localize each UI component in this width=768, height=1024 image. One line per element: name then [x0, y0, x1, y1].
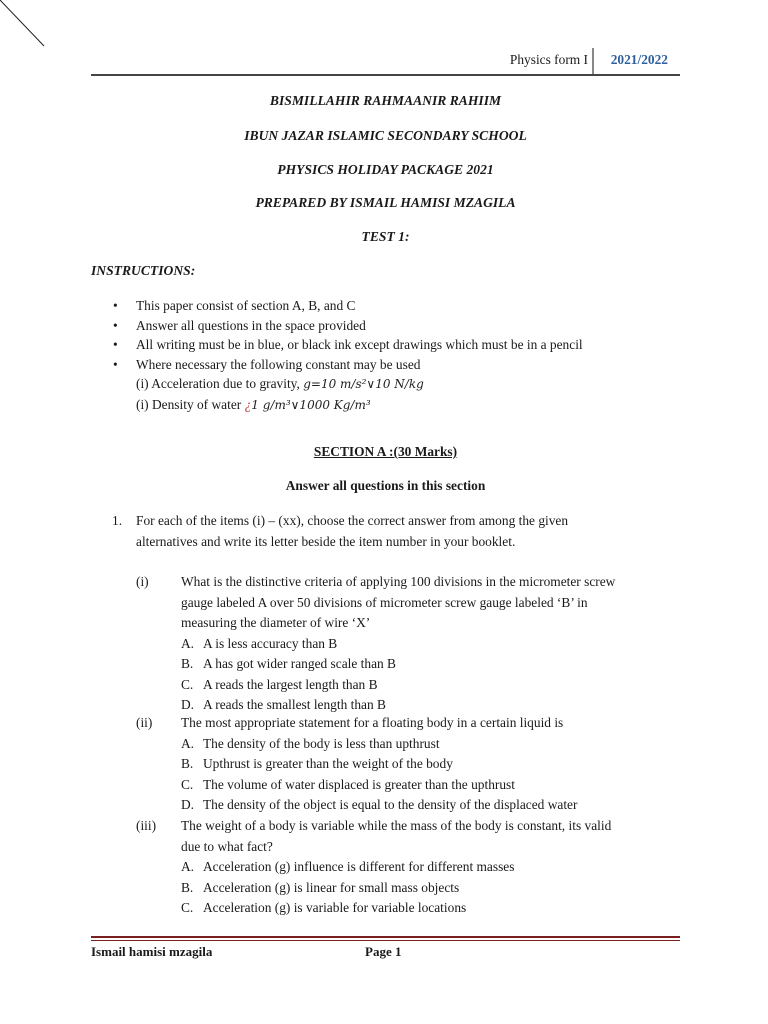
item-iii — [136, 816, 656, 919]
title-test: TEST 1: — [361, 229, 410, 244]
item-stem: What is the distinctive criteria of applying 100 divisions in the micrometer screw gauge labeled A over 50 divisions of micrometer screw gauge labeled ‘B’ in measuring the diameter of wire ‘X’ — [181, 574, 616, 630]
header-subject: Physics form I — [509, 52, 588, 67]
gravity-formula: g=10 m/s²∨10 N/kg — [303, 377, 424, 391]
density-formula: 1 g/m³∨1000 Kg/m³ — [251, 397, 371, 412]
title-package: PHYSICS HOLIDAY PACKAGE 2021 — [277, 162, 494, 177]
option-a: A. Acceleration (g) influence is different for different masses — [181, 859, 515, 874]
item-stem: The most appropriate statement for a floating body in a certain liquid is — [181, 715, 564, 730]
constant-gravity: (i) Acceleration due to gravity, g=10 m/s²∨10 N/kg — [136, 376, 424, 391]
option-a: A. The density of the body is less than upthrust — [181, 735, 440, 751]
item-number: (iii) — [136, 818, 157, 833]
item-number: (ii) — [136, 715, 153, 730]
option-b: B. Upthrust is greater than the weight of the body — [181, 756, 453, 771]
title-school: IBUN JAZAR ISLAMIC SECONDARY SCHOOL — [244, 128, 527, 143]
item-i — [136, 572, 656, 716]
section-subtitle: Answer all questions in this section — [285, 478, 486, 493]
option-d: D. A reads the smallest length than B — [181, 697, 386, 712]
option-b: B. A has got wider ranged scale than B — [181, 656, 396, 671]
bullet-icon: • — [113, 356, 118, 372]
option-d: D. The density of the object is equal to the density of the displaced water — [181, 797, 578, 812]
option-c: C. The volume of water displaced is greater than the upthrust — [181, 776, 515, 792]
list-item: • Where necessary the following constant may be used — [110, 355, 670, 375]
title-author: PREPARED BY ISMAIL HAMISI MZAGILA — [255, 195, 516, 210]
instructions-heading: INSTRUCTIONS: — [91, 263, 196, 278]
bullet-icon: • — [113, 317, 118, 333]
item-stem: The weight of a body is variable while the mass of the body is constant, its valid due to what fact? — [181, 818, 612, 854]
question-number: 1. — [112, 513, 123, 528]
instructions-list — [110, 296, 670, 415]
header-rule — [91, 74, 680, 76]
header-separator — [592, 48, 594, 74]
corner-fold-line — [0, 0, 50, 50]
item-options — [181, 734, 656, 816]
bullet-icon: • — [113, 337, 118, 352]
page-header — [91, 48, 680, 76]
option-b: B. Acceleration (g) is linear for small mass objects — [181, 879, 460, 895]
footer-page-number: Page 1 — [365, 944, 402, 959]
header-year: 2021/2022 — [610, 52, 668, 67]
footer-author: Ismail hamisi mzagila — [91, 944, 213, 959]
option-c: C. Acceleration (g) is variable for variable locations — [181, 900, 467, 915]
item-ii — [136, 713, 656, 816]
question-text: For each of the items (i) – (xx), choose the correct answer from among the given alternatives and write its letter beside the item number in your booklet. — [136, 513, 569, 549]
bullet-icon: • — [113, 298, 118, 313]
list-item: • This paper consist of section A, B, and C — [110, 296, 670, 316]
render-glitch-glyph: ¿ — [244, 396, 252, 412]
list-item: • Answer all questions in the space provided — [110, 316, 670, 336]
item-options — [181, 634, 656, 716]
constant-density: (i) Density of water ¿1 g/m³∨1000 Kg/m³ — [136, 396, 371, 412]
section-title: SECTION A :(30 Marks) — [313, 444, 458, 459]
item-options — [181, 857, 656, 919]
list-item: • All writing must be in blue, or black ink except drawings which must be in a pencil — [110, 335, 670, 355]
item-number: (i) — [136, 574, 149, 589]
option-a: A. A is less accuracy than B — [181, 635, 338, 651]
title-bismillah: BISMILLAHIR RAHMAANIR RAHIIM — [269, 93, 502, 108]
question-1 — [112, 511, 632, 552]
option-c: C. A reads the largest length than B — [181, 676, 378, 692]
footer-rule-thin — [91, 940, 680, 941]
footer-rule — [91, 936, 680, 938]
